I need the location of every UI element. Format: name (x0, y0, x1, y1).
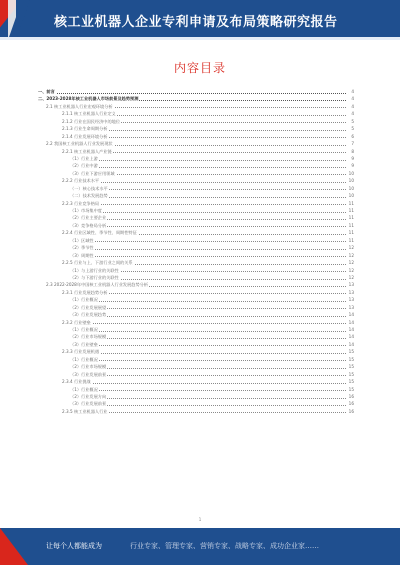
toc-entry[interactable] (38, 155, 354, 162)
toc-entry-page: 12 (348, 252, 354, 258)
toc-entry[interactable] (38, 267, 354, 274)
page-number: 1 (198, 517, 202, 522)
toc-entry[interactable] (38, 363, 354, 370)
toc-leader-dots (70, 219, 346, 220)
toc-entry-title: （3）行业发展前景 (70, 371, 107, 377)
toc-leader-dots (62, 182, 346, 183)
toc-entry-title: 2.2.3 行业竞争格局 (62, 200, 100, 206)
toc-entry[interactable] (38, 170, 354, 177)
toc-leader-dots (70, 360, 346, 361)
toc-entry-page: 16 (348, 408, 354, 414)
toc-entry-title: 2.2.5 行业与上、下游行业之间的关系 (62, 260, 133, 266)
toc-entry-page: 11 (348, 237, 354, 243)
toc-entry-page: 15 (348, 386, 354, 392)
toc-entry-page: 14 (348, 319, 354, 325)
toc-entry-page: 12 (348, 267, 354, 273)
toc-entry-title: 2.2 我国核工业机器人行业发展现状 (46, 141, 113, 147)
toc-entry[interactable] (38, 296, 354, 303)
toc-entry[interactable] (38, 214, 354, 221)
toc-leader-dots (62, 353, 346, 354)
toc-entry-title: （1）区域性 (70, 237, 94, 243)
toc-entry[interactable] (38, 311, 354, 318)
toc-entry[interactable] (38, 103, 354, 110)
toc-entry-title: 2.1.2 行业在国民经济中的地位 (62, 118, 121, 124)
footer-banner (0, 528, 400, 565)
toc-entry-page: 4 (351, 103, 354, 109)
toc-entry-title: （3）行业发展前景 (70, 401, 107, 407)
toc-entry-title: （1）与上游行业的关联性 (70, 267, 119, 273)
toc-leader-dots (70, 301, 346, 302)
toc-entry-title: 2.3.1 行业发展趋势分析 (62, 289, 108, 295)
toc-entry[interactable] (38, 244, 354, 251)
toc-entry-title: （2）行业发展方向 (70, 393, 107, 399)
toc-entry-page: 7 (351, 141, 354, 147)
header-banner (0, 0, 400, 40)
toc-entry[interactable] (38, 125, 354, 132)
toc-entry[interactable] (38, 162, 354, 169)
toc-entry-title: 2.1.3 行业生命周期分析 (62, 126, 108, 132)
toc-entry-page: 13 (348, 289, 354, 295)
toc-leader-dots (70, 197, 346, 198)
toc-entry-page: 16 (348, 401, 354, 407)
toc-entry-page: 13 (348, 304, 354, 310)
toc-entry[interactable] (38, 192, 354, 199)
toc-heading: 内容目录 (173, 61, 226, 75)
footer-slogan-left: 让每个人都能成为 (46, 542, 102, 550)
toc-entry-title: （2）与下游行业的关联性 (70, 274, 119, 280)
toc-entry-page: 5 (351, 118, 354, 124)
toc-entry[interactable] (38, 95, 354, 102)
toc-entry-title: （3）竞争格局分析 (70, 222, 107, 228)
toc-leader-dots (70, 338, 346, 339)
toc-entry-title: （3）行业下游应用领域 (70, 170, 115, 176)
toc-entry-page: 4 (351, 89, 354, 94)
toc-entry-page: 14 (348, 334, 354, 340)
toc-entry-title: 2.1.1 核工业机器人行业定义 (62, 111, 116, 117)
toc-entry-page: 9 (351, 155, 354, 161)
toc-entry[interactable] (38, 304, 354, 311)
toc-leader-dots (70, 331, 346, 332)
toc-entry[interactable] (38, 274, 354, 281)
toc-entry[interactable] (38, 341, 354, 348)
toc-entry-title: 2.2.4 行业区域性、季节性、周期性特征 (62, 230, 137, 236)
toc-entry-page: 11 (348, 215, 354, 221)
toc-entry-page: 11 (348, 230, 354, 236)
toc-entry-title: 2.1 核工业机器人行业宏观环境分析 (46, 103, 113, 109)
toc-leader-dots (62, 383, 346, 384)
toc-entry-title: 2.3.4 行业挑战 (62, 379, 91, 385)
toc-entry-page: 12 (348, 274, 354, 280)
toc-entry[interactable] (38, 408, 354, 415)
toc-entry-title: （1）市场集中度 (70, 208, 102, 213)
toc-entry-page: 13 (348, 297, 354, 303)
toc-entry[interactable] (38, 133, 354, 140)
toc-entry[interactable] (38, 207, 354, 214)
toc-entry[interactable] (38, 252, 354, 259)
toc-entry-page: 11 (348, 208, 354, 213)
toc-entry-title: 一、前言 (38, 89, 55, 94)
toc-entry[interactable] (38, 319, 354, 326)
toc-entry[interactable] (38, 356, 354, 363)
toc-leader-dots (70, 249, 346, 250)
toc-entry[interactable] (38, 118, 354, 125)
toc-leader-dots (62, 204, 346, 205)
toc-entry-page: 10 (348, 185, 354, 191)
toc-entry-title: （1）行业概况 (70, 327, 98, 332)
banner-stripe (0, 37, 400, 40)
toc-leader-dots (70, 316, 346, 317)
toc-entry-page: 14 (348, 312, 354, 318)
toc-leader-dots (70, 226, 346, 227)
toc-entry-page: 4 (351, 111, 354, 117)
toc-entry[interactable] (38, 333, 354, 340)
toc-entry-page: 11 (348, 222, 354, 228)
toc-leader-dots (70, 212, 346, 213)
toc-entry-title: 2.2.2 行业技术水平 (62, 178, 100, 184)
toc-entry[interactable] (38, 185, 354, 192)
toc-entry[interactable] (38, 222, 354, 229)
toc-entry[interactable] (38, 88, 354, 95)
toc-entry-page: 10 (348, 170, 354, 176)
toc-entry[interactable] (38, 386, 354, 393)
toc-entry[interactable] (38, 110, 354, 117)
toc-entry-title: （2）行业主要企业 (70, 215, 107, 221)
toc-leader-dots (70, 308, 346, 309)
toc-entry-page: 14 (348, 341, 354, 347)
toc-entry-title: （1）行业概况 (70, 297, 98, 303)
toc-entry-page: 15 (348, 349, 354, 355)
toc-entry[interactable] (38, 140, 354, 147)
footer-slogan-right: 行业专家、管理专家、营销专家、战略专家、成功企业家…… (130, 542, 319, 550)
toc-entry[interactable] (38, 229, 354, 236)
toc-leader-dots (70, 390, 346, 391)
toc-entry-page: 13 (348, 282, 354, 288)
toc-entry-title: 2.3.5 核工业机器人行业 (62, 408, 108, 414)
toc-entry[interactable] (38, 348, 354, 355)
toc-entry[interactable] (38, 400, 354, 407)
toc-entry[interactable] (38, 259, 354, 266)
toc-entry-page: 4 (351, 96, 354, 102)
toc-entry-title: （2）行业中游 (70, 163, 98, 169)
toc-entry-page: 12 (348, 260, 354, 266)
toc-entry-page: 10 (348, 178, 354, 184)
toc-entry-title: （3）行业发展趋势 (70, 312, 107, 318)
toc-entry[interactable] (38, 148, 354, 155)
toc-entry-title: （3）周期性 (70, 252, 94, 258)
toc-leader-dots (70, 368, 346, 369)
toc-leader-dots (70, 241, 346, 242)
toc-entry[interactable] (38, 393, 354, 400)
report-title: 核工业机器人企业专利申请及布局策略研究报告 (54, 15, 338, 30)
toc-leader-dots (70, 405, 346, 406)
toc-entry-title: （1）行业上游 (70, 155, 98, 161)
footer-red-triangle (0, 528, 28, 565)
toc-entry-title: （二）技术发展趋势 (70, 193, 108, 199)
toc-leader-dots (70, 167, 346, 168)
toc-entry-page: 10 (348, 193, 354, 199)
toc-entry[interactable] (38, 326, 354, 333)
toc-entry-title: （2）行业市场规模 (70, 334, 107, 340)
toc-entry-title: 2.3.3 行业发展机遇 (62, 349, 100, 355)
toc-entry[interactable] (38, 237, 354, 244)
toc-entry-page: 6 (351, 133, 354, 139)
toc-entry-title: （2）行业市场规模 (70, 364, 107, 370)
toc-entry-title: 2.2.1 核工业机器人产业链 (62, 148, 112, 154)
toc-entry-title: （1）行业概况 (70, 356, 98, 362)
toc-leader-dots (70, 189, 346, 190)
toc-entry-page: 16 (348, 393, 354, 399)
toc-leader-dots (70, 160, 346, 161)
toc-entry-title: （2）行业发展展望 (70, 304, 107, 310)
toc-entry[interactable] (38, 200, 354, 207)
toc-entry-page: 14 (348, 327, 354, 332)
toc-leader-dots (70, 398, 346, 399)
toc-entry-page: 12 (348, 245, 354, 251)
toc-leader-dots (70, 375, 346, 376)
toc-entry-title: （3）行业壁垒 (70, 341, 98, 347)
banner-blue-wedge (16, 0, 30, 40)
toc-entry[interactable] (38, 281, 354, 288)
toc-leader-dots (38, 93, 346, 94)
toc-entry-page: 15 (348, 356, 354, 362)
toc-entry[interactable] (38, 378, 354, 385)
toc-entry[interactable] (38, 371, 354, 378)
toc-entry[interactable] (38, 289, 354, 296)
toc-entry-page: 9 (351, 163, 354, 169)
toc-entry-title: 2.3.2 行业壁垒 (62, 319, 91, 325)
toc-entry-title: （2）季节性 (70, 245, 94, 251)
toc-entry-page: 15 (348, 371, 354, 377)
toc-entry-title: 二、2023-2028年核工业机器人市场前景及趋势预测 (38, 96, 139, 102)
toc-entry-title: （一）核心技术水平 (70, 185, 108, 191)
toc-leader-dots (70, 256, 346, 257)
toc-entry-page: 15 (348, 364, 354, 370)
toc-entry-title: 2.1.4 行业发展环境分析 (62, 133, 108, 139)
toc-entry-title: （1）行业概况 (70, 386, 98, 392)
toc-entry-page: 5 (351, 126, 354, 132)
toc-entry-page: 8 (351, 148, 354, 154)
table-of-contents (38, 88, 354, 415)
toc-entry-title: 2.3 2022-2028年中国核工业机器人行业发展趋势分析 (46, 282, 149, 288)
toc-leader-dots (70, 345, 346, 346)
toc-entry[interactable] (38, 177, 354, 184)
toc-entry-page: 15 (348, 379, 354, 385)
toc-entry-page: 11 (348, 200, 354, 206)
toc-leader-dots (62, 323, 346, 324)
